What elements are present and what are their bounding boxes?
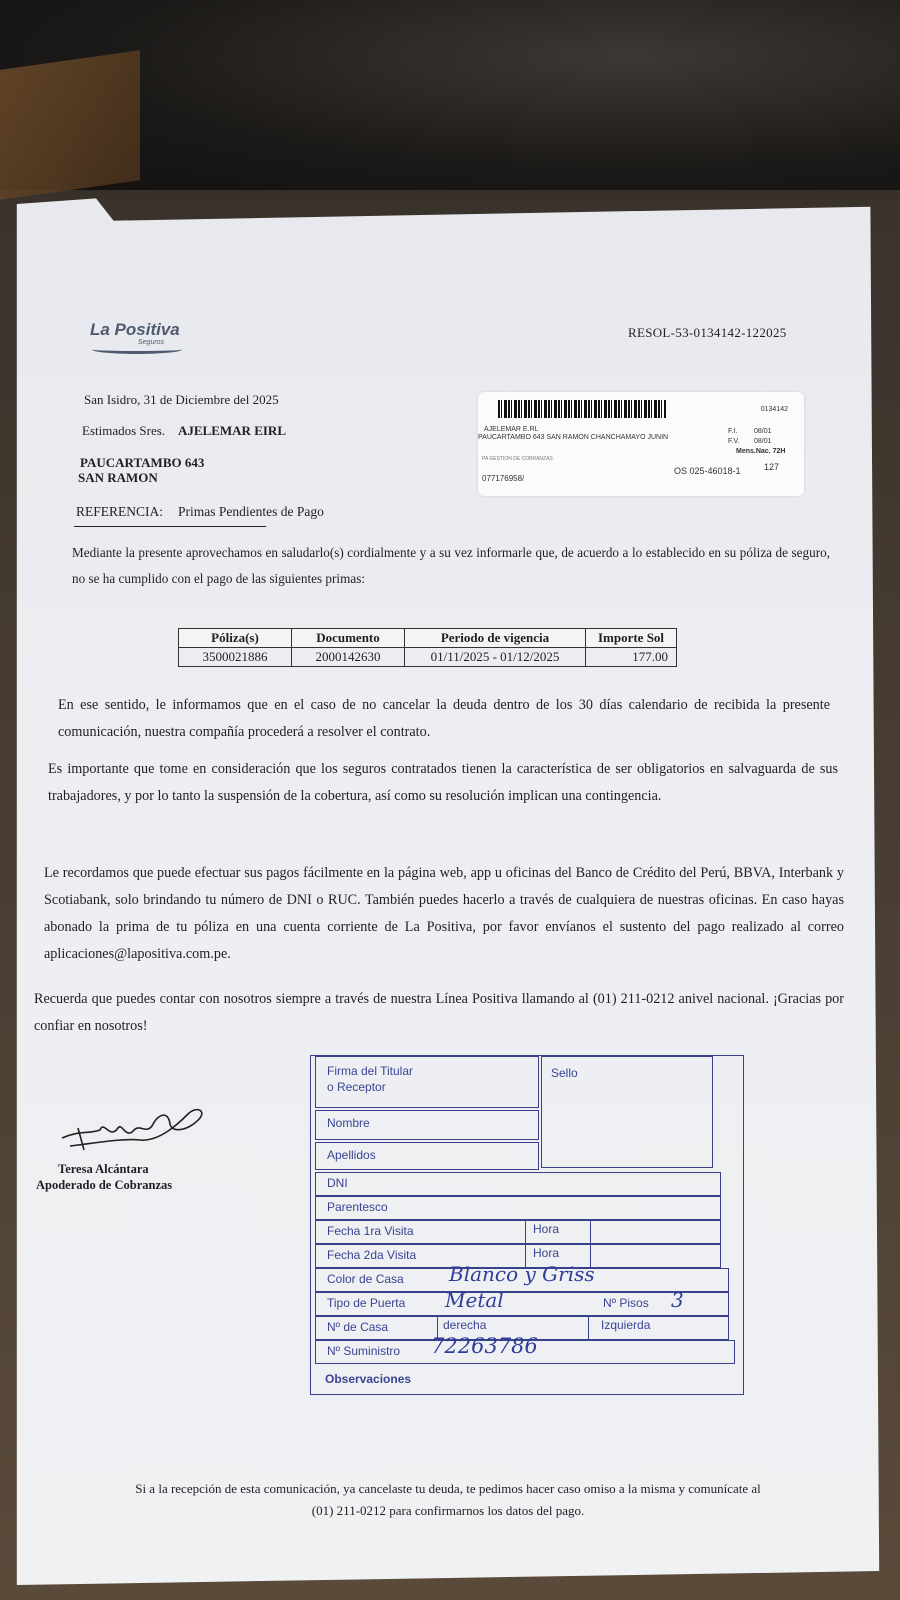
label-os: OS 025-46018-1 bbox=[674, 466, 741, 476]
form-label-dni: DNI bbox=[327, 1176, 348, 1190]
form-label-observaciones: Observaciones bbox=[325, 1372, 412, 1386]
table-header: Póliza(s) bbox=[179, 629, 292, 648]
table-cell: 2000142630 bbox=[292, 648, 405, 667]
form-label-hora1: Hora bbox=[533, 1222, 560, 1236]
table-header: Documento bbox=[292, 629, 405, 648]
reference-text: Primas Pendientes de Pago bbox=[178, 504, 324, 519]
form-label-hora2: Hora bbox=[533, 1246, 560, 1260]
label-fi: F.I. bbox=[728, 428, 738, 435]
form-label-visita2: Fecha 2da Visita bbox=[327, 1248, 417, 1262]
form-label-ncasa: Nº de Casa bbox=[327, 1320, 389, 1334]
form-label-receptor: o Receptor bbox=[327, 1080, 386, 1094]
handwritten-suministro: 72263786 bbox=[431, 1334, 538, 1358]
table-cell: 177.00 bbox=[586, 648, 677, 667]
label-os-number: 127 bbox=[764, 462, 780, 472]
form-label-suministro: Nº Suministro bbox=[327, 1344, 401, 1358]
form-label-nombre: Nombre bbox=[327, 1116, 370, 1130]
paragraph-1: En ese sentido, le informamos que en el caso de no cancelar la deuda dentro de los 30 días calendario de recibida la presente comunicación, nuestra compañía procederá a resolver el contrato. bbox=[58, 697, 830, 740]
form-label-puerta: Tipo de Puerta bbox=[327, 1296, 406, 1310]
handwritten-puerta: Metal bbox=[445, 1288, 504, 1312]
date-line: San Isidro, 31 de Diciembre del 2025 bbox=[84, 392, 279, 407]
brand-swoosh bbox=[92, 345, 182, 354]
label-fv-value: 08/01 bbox=[754, 438, 772, 445]
label-fi-value: 08/01 bbox=[754, 428, 772, 435]
table-header-row bbox=[179, 629, 677, 648]
form-label-apellidos: Apellidos bbox=[327, 1148, 376, 1162]
address-line-1: PAUCARTAMBO 643 bbox=[80, 455, 205, 470]
label-code: 0134142 bbox=[760, 406, 788, 413]
table-header: Periodo de vigencia bbox=[405, 629, 586, 648]
label-fv: F.V. bbox=[728, 438, 740, 445]
barcode bbox=[498, 400, 666, 418]
form-label-firma: Firma del Titular bbox=[327, 1064, 414, 1078]
recipient-name: AJELEMAR EIRL bbox=[178, 423, 286, 438]
paragraph-4: Recuerda que puedes contar con nosotros siempre a través de nuestra Línea Positiva llamando al (01) 211-0212 anivel nacional. ¡Gracias por confiar en nosotros! bbox=[34, 991, 844, 1034]
mailing-label bbox=[478, 392, 804, 496]
form-dni-cell bbox=[315, 1172, 721, 1196]
handwritten-color: Blanco y Griss bbox=[449, 1262, 595, 1286]
form-label-visita1: Fecha 1ra Visita bbox=[327, 1224, 414, 1238]
intro-paragraph: Mediante la presente aprovechamos en saludarlo(s) cordialmente y a su vez informarle que, de acuerdo a lo establecido en su póliza de seguro, no se ha cumplido con el pago de las siguientes primas: bbox=[72, 545, 830, 586]
paragraph-3: Le recordamos que puede efectuar sus pagos fácilmente en la página web, app u oficinas del Banco de Crédito del Perú, BBVA, Interbank y Scotiabank, solo brindando tu número de DNI o RUC. También puedes hacerlo a través de cualquiera de nuestras oficinas. En caso hayas abonado la prima de tu póliza en una cuenta corriente de La Positiva, por favor envíanos el sustento del pago realizado al correo aplicaciones@lapositiva.com.pe. bbox=[44, 865, 844, 962]
table-cell: 3500021886 bbox=[179, 648, 292, 667]
label-phone: 077176958/ bbox=[482, 474, 525, 483]
form-label-pisos: Nº Pisos bbox=[603, 1296, 649, 1310]
form-label-derecha: derecha bbox=[443, 1318, 487, 1332]
table-cell: 01/11/2025 - 01/12/2025 bbox=[405, 648, 586, 667]
form-label-izquierda: Izquierda bbox=[601, 1318, 651, 1332]
label-address: PAUCARTAMBO 643 SAN RAMON CHANCHAMAYO JUNIN bbox=[478, 434, 669, 441]
delivery-form bbox=[310, 1055, 744, 1395]
reference-underline bbox=[74, 526, 266, 527]
address-line-2: SAN RAMON bbox=[78, 470, 158, 485]
footer-line-2: (01) 211-0212 para confirmarnos los datos del pago. bbox=[311, 1503, 585, 1518]
table-header: Importe Sol bbox=[586, 629, 677, 648]
label-mens: Mens.Nac. 72H bbox=[736, 448, 786, 455]
label-gestion: PA GESTION DE COBRANZAS bbox=[482, 456, 553, 462]
handwritten-pisos: 3 bbox=[671, 1288, 684, 1312]
salutation: Estimados Sres. bbox=[82, 423, 166, 438]
brand-logo: La Positiva bbox=[90, 320, 180, 339]
reference-code: RESOL-53-0134142-122025 bbox=[628, 325, 787, 340]
form-label-parentesco: Parentesco bbox=[327, 1200, 388, 1214]
reference-label: REFERENCIA: bbox=[76, 504, 164, 519]
paragraph-2: Es importante que tome en consideración que los seguros contratados tienen la característica de ser obligatorios en salvaguarda de sus trabajadores, y por lo tanto la suspensión de la cobertura, así como su resolución implican una contingencia. bbox=[48, 761, 838, 804]
form-label-sello: Sello bbox=[551, 1066, 578, 1080]
signer-title: Apoderado de Cobranzas bbox=[36, 1178, 173, 1192]
background-wood bbox=[0, 50, 140, 200]
premiums-table bbox=[178, 628, 677, 667]
label-company: AJELEMAR E.RL bbox=[484, 426, 539, 433]
signer-name: Teresa Alcántara bbox=[58, 1162, 149, 1176]
brand-subtitle: Seguros bbox=[138, 339, 165, 346]
form-label-color: Color de Casa bbox=[327, 1272, 404, 1286]
table-row bbox=[179, 648, 677, 667]
footer-line-1: Si a la recepción de esta comunicación, ya cancelaste tu deuda, te pedimos hacer caso omiso a la misma y comunícate al bbox=[135, 1481, 761, 1496]
signature-scribble bbox=[60, 1100, 210, 1160]
